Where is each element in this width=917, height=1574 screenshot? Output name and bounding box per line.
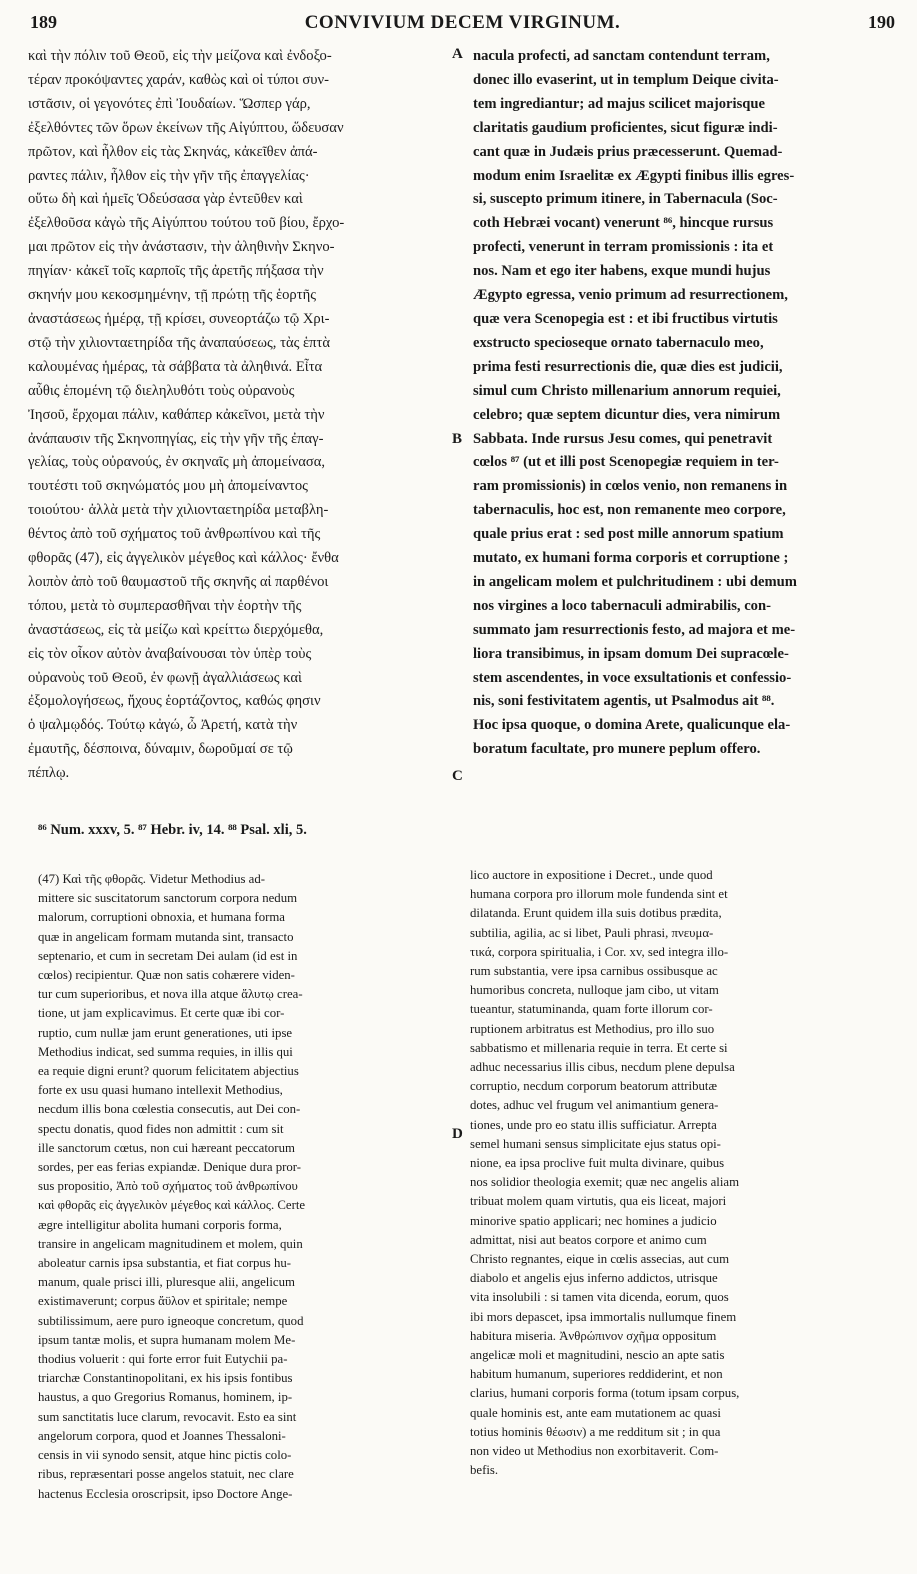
greek-text-line: τοιούτου· ἀλλὰ μετὰ τὴν χιλιονταετηρίδα μεταβλη- xyxy=(28,502,329,519)
footnote-line: haustus, a quo Gregorius Romanus, hominem, ip- xyxy=(38,1390,293,1405)
section-marker-c: C xyxy=(452,768,463,784)
footnote-line: tiones, unde pro eo statu illis sufficiatur. Arrepta xyxy=(470,1117,717,1132)
latin-text-line: quæ vera Scenopegia est : et ibi fructibus virtutis xyxy=(473,310,778,327)
greek-text-line: ἐξομολογήσεως, ἤχους ἑορτάζοντος, καθώς φησιν xyxy=(28,693,321,710)
footnote-line: quæ in angelicam formam mutanda sint, transacto xyxy=(38,929,294,944)
latin-text-line: stem ascendentes, in voce exsultationis et confessio- xyxy=(473,669,792,686)
greek-text-line: στῷ τὴν χιλιονταετηρίδα τῆς ἀναπαύσεως, τὰς ἑπτὰ xyxy=(28,334,331,351)
footnote-line: nos solidior theologia exemit; quæ nec angelis aliam xyxy=(470,1175,740,1190)
latin-text-line: liora transibimus, in ipsam domum Dei supracœle- xyxy=(473,645,789,662)
footnote-line: Methodius indicat, sed summa requies, in illis qui xyxy=(38,1044,293,1059)
greek-text-line: γελίας, τοὺς οὐρανούς, ἐν σκηναῖς μὴ ἀπομείνασα, xyxy=(28,454,326,471)
greek-text-line: θέντος ἀπὸ τοῦ σχήματος τοῦ ἀνθρωπίνου καὶ τῆς xyxy=(28,526,321,543)
footnote-line: tione, ut jam explicavimus. Et certe quæ ibi cor- xyxy=(38,1006,285,1021)
footnote-line: ibi mors depascet, ipsa immortalis nullumque finem xyxy=(470,1309,737,1324)
footnote-right-column xyxy=(470,866,902,1481)
latin-text-line: exstructo specioseque ornato tabernaculo meo, xyxy=(473,334,764,351)
footnote-line: vita insolubili : si tamen vita dicenda, eorum, quos xyxy=(470,1290,729,1305)
left-page-number: 189 xyxy=(30,12,57,32)
latin-text-line: Hoc ipsa quoque, o domina Arete, qualicunque ela- xyxy=(473,717,791,734)
footnote-line: angelorum corpora, quod et Joannes Thessaloni- xyxy=(38,1428,286,1443)
greek-text-line: ραντες πάλιν, ἦλθον εἰς τὴν γῆν τῆς ἐπαγγελίας· xyxy=(28,167,310,184)
right-page-number: 190 xyxy=(868,12,895,32)
footnote-line: malorum, corruptioni obnoxia, et humana forma xyxy=(38,910,285,925)
greek-text-line: πηγίαν· κἀκεῖ τοῖς καρποῖς τῆς ἀρετῆς πήξασα τὴν xyxy=(28,263,324,280)
latin-text-line: in angelicam molem et pulchritudinem : ubi demum xyxy=(473,573,797,590)
footnote-line: habitura miseria. Ἀνθρώπινον σχῆμα oppositum xyxy=(470,1328,717,1343)
footnote-line: diabolo et angelis ejus inferno addictos, utrisque xyxy=(470,1271,718,1286)
footnote-line: corruptio, necdum corporum beatorum attributæ xyxy=(470,1079,717,1094)
footnote-line: humoribus concreta, nulloque jam cibo, ut vitam xyxy=(470,983,719,998)
footnote-line: mittere sic suscitatorum sanctorum corpora nedum xyxy=(38,891,298,906)
footnote-line: dotes, adhuc vel frugum vel animantium genera- xyxy=(470,1098,719,1113)
footnote-line: καὶ φθορᾶς εἰς ἀγγελικὸν μέγεθος καὶ κάλλος. Certe xyxy=(38,1198,306,1213)
greek-text-line: πέπλῳ. xyxy=(28,765,70,782)
section-marker-d: D xyxy=(452,1126,463,1142)
footnote-line: transire in angelicam magnitudinem et molem, quin xyxy=(38,1236,303,1251)
greek-text-line: εἰς τὸν οἶκον αὐτὸν ἀναβαίνουσαι τὸν ὑπὲρ τοὺς xyxy=(28,645,312,662)
footnote-line: manum, quale prisci illi, pluresque alii, angelicum xyxy=(38,1275,295,1290)
greek-text-line: αὖθις ἑπομένη τῷ διεληλυθότι τοὺς οὐρανοὺς xyxy=(28,382,295,399)
footnote-line: befis. xyxy=(470,1463,499,1478)
footnote-line: τικά, corpora spiritualia, i Cor. xv, sed integra illo- xyxy=(470,944,729,959)
footnote-line: adhuc necessarius illis cibus, necdum plene depulsa xyxy=(470,1060,735,1075)
footnote-line: lico auctore in expositione i Decret., unde quod xyxy=(470,868,713,882)
latin-text-line: nacula profecti, ad sanctam contendunt terram, xyxy=(473,48,770,64)
footnote-line: Christo regnantes, eique in cœlis assecias, aut cum xyxy=(470,1252,730,1267)
latin-text-line: coth Hebræi vocant) venerunt ⁸⁶, hincque rursus xyxy=(473,215,774,232)
footnote-line: ribus, repræsentari posse angelos statuit, nec clare xyxy=(38,1467,294,1482)
latin-text-line: summato jam resurrectionis festo, ad majora et me- xyxy=(473,621,796,638)
latin-text-line: nos. Nam et ego iter habens, exque mundi hujus xyxy=(473,263,771,280)
footnote-line: minorive spatio applicari; nec homines a judicio xyxy=(470,1213,717,1228)
footnote-line: ipsum tantæ molis, et supra humanam molem Me- xyxy=(38,1332,296,1347)
footnote-line: spectu donatis, quod fides non admittit : cum sit xyxy=(38,1121,284,1136)
footnote-left-column xyxy=(38,870,443,1504)
latin-text-line: celebro; quæ septem dicuntur dies, vera nimirum xyxy=(473,406,781,423)
footnote-line: ruptionem arbitratus est Methodius, pro illo suo xyxy=(470,1021,715,1036)
latin-text-line: ram promissionis) in cœlos venio, non remanens in xyxy=(473,478,788,495)
footnote-line: censis in vii synodo sensit, atque hinc pictis colo- xyxy=(38,1448,292,1463)
latin-text-line: Ægypto egressa, venio primum ad resurrectionem, xyxy=(473,287,788,304)
footnote-line: triarchæ Constantinopolitani, ex his ipsis fontibus xyxy=(38,1371,293,1386)
footnote-line: existimaverunt; corpus ἄϋλον et spiritale; nempe xyxy=(38,1294,288,1309)
footnote-line: subtilia, agilia, ac si libet, Pauli phrasi, πνευμα- xyxy=(470,925,714,940)
footnote-line: tribuat molem quam virtutis, qua eis liceat, majori xyxy=(470,1194,727,1209)
footnote-line: sordes, per eas ferias expiandæ. Denique dura pror- xyxy=(38,1160,302,1175)
footnote-line: quale hominis est, ante eam mutationem ac quasi xyxy=(470,1405,721,1420)
latin-text-line: tem ingrediantur; ad majus scilicet majorisque xyxy=(473,95,765,112)
section-marker-b: B xyxy=(452,431,463,447)
greek-text-line: πρῶτον, καὶ ἦλθον εἰς τὰς Σκηνάς, κἀκεῖθεν ἀπά- xyxy=(28,143,318,160)
footnote-line: ille sanctorum cœtus, non cui hæreant peccatorum xyxy=(38,1140,295,1155)
greek-text-line: ἐμαυτῆς, δέσποινα, δύναμιν, δωροῦμαί σε τῷ xyxy=(28,741,293,758)
greek-text-line: ἀνάπαυσιν τῆς Σκηνοπηγίας, εἰς τὴν γῆν τῆς ἐπαγ- xyxy=(28,430,324,447)
latin-text-column xyxy=(473,45,905,762)
latin-text-line: claritatis gaudium proficientes, sicut figuræ indi- xyxy=(473,119,778,136)
latin-text-line: si, suscepto primum itinere, in Tabernacula (Soc- xyxy=(473,191,778,208)
greek-text-line: ἐξελθόντες τῶν ὅρων ἐκείνων τῆς Αἰγύπτου, ὥδευσαν xyxy=(28,119,344,136)
latin-text-line: donec illo evaserint, ut in templum Deique civita- xyxy=(473,71,779,88)
footnote-line: septenario, et cum in secretam Dei aulam (id est in xyxy=(38,948,298,963)
greek-text-line: φθορᾶς (47), εἰς ἀγγελικὸν μέγεθος καὶ κάλλος· ἔνθα xyxy=(28,550,339,567)
page-header xyxy=(30,12,895,42)
greek-text-line: οὐρανοὺς τοῦ Θεοῦ, ἐν φωνῇ ἀγαλλιάσεως καὶ xyxy=(28,669,302,686)
footnote-line: subtilissimum, aere puro igneoque concretum, quod xyxy=(38,1313,304,1328)
latin-text-line: modum enim Israelitæ ex Ægypti finibus illis egres- xyxy=(473,167,795,184)
greek-text-line: λοιπὸν ἀπὸ τοῦ θαυμαστοῦ τῆς σκηνῆς αἱ παρθένοι xyxy=(28,573,329,590)
footnote-line: necdum illis bona cœlestia consecutis, aut Dei con- xyxy=(38,1102,301,1117)
greek-text-line: καὶ τὴν πόλιν τοῦ Θεοῦ, εἰς τὴν μείζονα καὶ ἐνδοξο- xyxy=(28,48,332,64)
latin-text-line: quale prius erat : sed post mille annorum spatium xyxy=(473,526,784,543)
footnote-line: ea requie digni erunt? quorum felicitatem abjectius xyxy=(38,1064,299,1079)
greek-text-line: μαι πρῶτον εἰς τὴν ἀνάστασιν, τὴν ἀληθινὴν Σκηνο- xyxy=(28,239,335,256)
latin-text-line: prima festi resurrectionis die, quæ dies est judicii, xyxy=(473,358,783,375)
latin-text-line: Sabbata. Inde rursus Jesu comes, qui penetravit xyxy=(473,430,773,447)
footnote-line: cœlos) recipientur. Quæ non satis cohærere viden- xyxy=(38,968,295,983)
footnote-line: nione, ea ipsa proclive fuit multa divinare, quibus xyxy=(470,1156,725,1171)
footnote-line: hactenus Ecclesia oroscripsit, ipso Doctore Ange- xyxy=(38,1486,293,1501)
footnote-line: rum substantia, vere ipsa carnibus ossibusque ac xyxy=(470,964,718,979)
latin-text-line: mutato, ex humani forma corporis et corruptione ; xyxy=(473,550,789,567)
footnote-line: semel humani sensus simplicitate ejus status opi- xyxy=(470,1136,721,1151)
footnote-line: sabbatismo et millenaria requie in terra. Et certe si xyxy=(470,1040,728,1055)
greek-text-line: σκηνήν μου κεκοσμημένην, τῇ πρώτῃ τῆς ἑορτῆς xyxy=(28,287,316,304)
latin-text-line: cant quæ in Judæis prius præcesserunt. Quemad- xyxy=(473,143,783,160)
greek-text-line: ἀναστάσεως, εἰς τὰ μείζω καὶ κρείττω διερχόμεθα, xyxy=(28,621,324,638)
greek-text-line: οὕτω δὴ καὶ ἡμεῖς Ὁδεύσασα γὰρ ἐντεῦθεν καὶ xyxy=(28,191,303,208)
footnote-line: (47) Καὶ τῆς φθορᾶς. Videtur Methodius ad- xyxy=(38,872,266,886)
latin-text-line: profecti, venerunt in terram promissionis : ita et xyxy=(473,239,774,256)
greek-text-line: τέραν προκόψαντες χαράν, καθὼς καὶ οἱ τύποι συν- xyxy=(28,71,329,88)
footnote-line: non video ut Methodius non exorbitaverit. Com- xyxy=(470,1444,719,1459)
running-title: CONVIVIUM DECEM VIRGINUM. xyxy=(304,12,621,33)
footnote-line: admittat, nisi aut beatos corpore et animo cum xyxy=(470,1232,707,1247)
greek-text-column xyxy=(28,45,448,786)
footnote-line: tueantur, statuminanda, quam forte illorum cor- xyxy=(470,1002,713,1017)
latin-text-line: nis, soni festivitatem agentis, ut Psalmodus ait ⁸⁸. xyxy=(473,693,775,710)
latin-text-line: tabernaculis, hoc est, non remanente meo corpore, xyxy=(473,502,786,519)
greek-text-line: ὁ ψαλμῳδός. Τούτῳ κἀγώ, ὦ Ἀρετή, κατὰ τὴν xyxy=(28,717,298,734)
greek-text-line: καλουμένας ἡμέρας, τὰ σάββατα τὰ ἀληθινά. Εἶτα xyxy=(28,358,323,375)
section-marker-a: A xyxy=(452,46,463,62)
scripture-references: ⁸⁶ Num. xxxv, 5. ⁸⁷ Hebr. iv, 14. ⁸⁸ Psal. xli, 5. xyxy=(38,822,307,838)
footnote-line: sus propositio, Ἀπὸ τοῦ σχήματος τοῦ ἀνθρωπίνου xyxy=(38,1179,298,1194)
greek-text-line: Ἰησοῦ, ἔρχομαι πάλιν, καθάπερ κἀκεῖνοι, μετὰ τὴν xyxy=(28,406,325,423)
footnote-line: dilatanda. Erunt quidem illa suis dotibus prædita, xyxy=(470,906,722,921)
footnote-line: totius hominis θέωσιν) a me redditum sit ; in qua xyxy=(470,1424,721,1439)
greek-text-line: τουτέστι τοῦ σκηνώματός μου μὴ ἀπομείναντος xyxy=(28,478,308,495)
greek-text-line: ἐξελθοῦσα κἀγὼ τῆς Αἰγύπτου τούτου τοῦ βίου, ἔρχο- xyxy=(28,215,345,232)
greek-text-line: τόπου, μετὰ τὸ συμπερασθῆναι τὴν ἑορτὴν τῆς xyxy=(28,597,302,614)
footnote-line: tur cum superioribus, et nova illa atque ἄλυτῳ crea- xyxy=(38,987,303,1002)
greek-text-line: ἀναστάσεως ἡμέρᾳ, τῇ κρίσει, συνεορτάζω τῷ Χρι- xyxy=(28,310,330,327)
latin-text-line: cœlos ⁸⁷ (ut et illi post Scenopegiæ requiem in ter- xyxy=(473,454,779,471)
footnote-line: ægre intelligitur abolita humani corporis forma, xyxy=(38,1217,282,1232)
footnote-line: forte ex usu quasi humano intellexit Methodius, xyxy=(38,1083,283,1098)
footnote-line: clarius, humani corporis forma (totum ipsam corpus, xyxy=(470,1386,740,1401)
footnote-line: thodius voluerit : qui forte error fuit Eutychii pa- xyxy=(38,1352,288,1367)
latin-text-line: nos virgines a loco tabernaculi admirabilis, con- xyxy=(473,597,771,614)
latin-text-line: boratum facultate, pro munere peplum offero. xyxy=(473,741,761,758)
latin-text-line: simul cum Christo millenarium annorum requiei, xyxy=(473,382,781,399)
footnote-line: habitum humanum, superiores reddiderint, et non xyxy=(470,1367,723,1382)
footnote-line: angelicæ moli et magnitudini, nescio an apte satis xyxy=(470,1348,725,1363)
footnote-line: humana corpora pro illorum mole fundenda sint et xyxy=(470,887,728,902)
footnote-line: sum sanctitatis luce clarum, revocavit. Esto ea sint xyxy=(38,1409,297,1424)
greek-text-line: ιστᾶσιν, οἱ γεγονότες ἐπὶ Ἰουδαίων. Ὥσπερ γάρ, xyxy=(28,95,311,112)
footnote-line: aboleatur carnis ipsa substantia, et fiat corpus hu- xyxy=(38,1256,292,1271)
footnote-line: ruptio, cum nullæ jam erunt generationes, uti ipse xyxy=(38,1025,293,1040)
